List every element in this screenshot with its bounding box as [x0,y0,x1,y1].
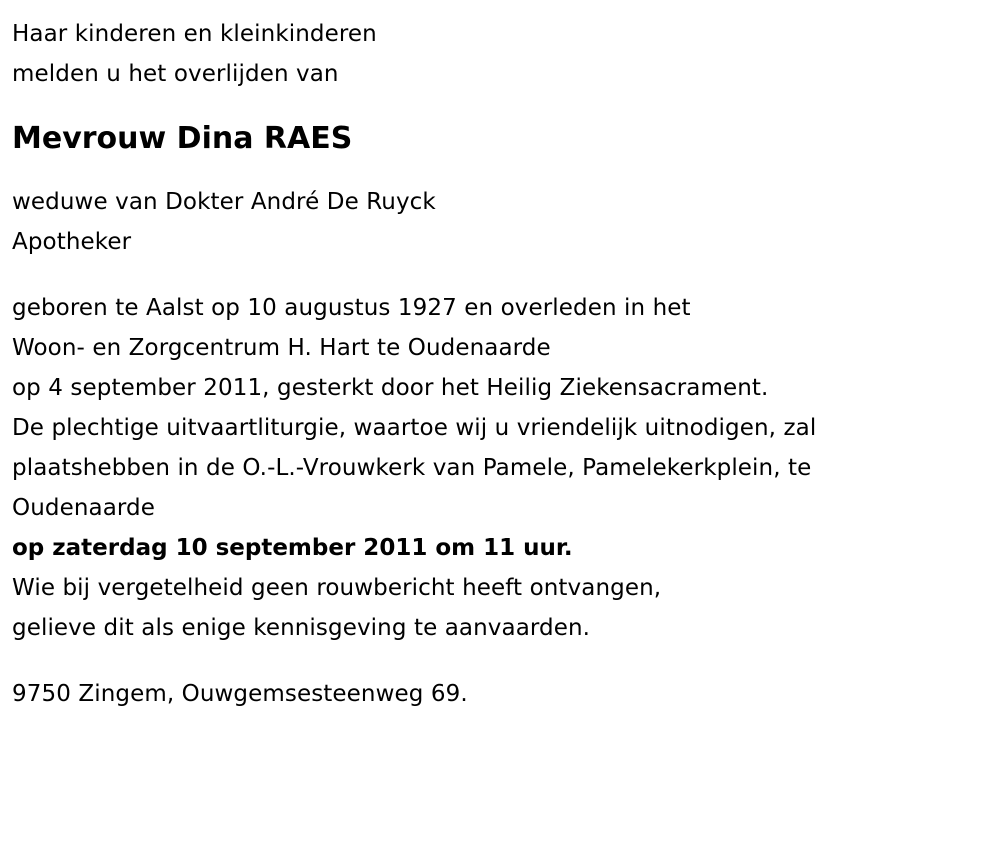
closing-line-1: Wie bij vergetelheid geen rouwbericht heeft ontvangen, [12,575,662,601]
spacer-before-address [12,648,988,674]
details-line-3: op 4 september 2011, gesterkt door het Heilig Ziekensacrament. [12,375,769,401]
service-block [12,408,988,528]
closing-line-2: gelieve dit als enige kennisgeving te aanvaarden. [12,615,591,641]
spouse-line-2: Apotheker [12,229,132,255]
intro-line-2: melden u het overlijden van [12,61,339,87]
details-line-2: Woon- en Zorgcentrum H. Hart te Oudenaarde [12,335,551,361]
service-line-2: plaatshebben in de O.-L.-Vrouwkerk van Pamele, Pamelekerkplein, te [12,455,812,481]
service-line-3: Oudenaarde [12,495,155,521]
closing-block [12,568,988,648]
intro-block [12,14,988,94]
details-line-1: geboren te Aalst op 10 augustus 1927 en overleden in het [12,295,691,321]
intro-line-1: Haar kinderen en kleinkinderen [12,21,377,47]
spouse-line-1: weduwe van Dokter André De Ruyck [12,189,436,215]
service-time: op zaterdag 10 september 2011 om 11 uur. [12,535,573,561]
spouse-block [12,182,988,262]
spacer-after-name [12,168,988,182]
details-block [12,288,988,408]
spacer-after-spouse [12,262,988,288]
deceased-name: Mevrouw Dina RAES [12,121,353,156]
address-line: 9750 Zingem, Ouwgemsesteenweg 69. [12,681,468,707]
service-line-1: De plechtige uitvaartliturgie, waartoe wij u vriendelijk uitnodigen, zal [12,415,817,441]
